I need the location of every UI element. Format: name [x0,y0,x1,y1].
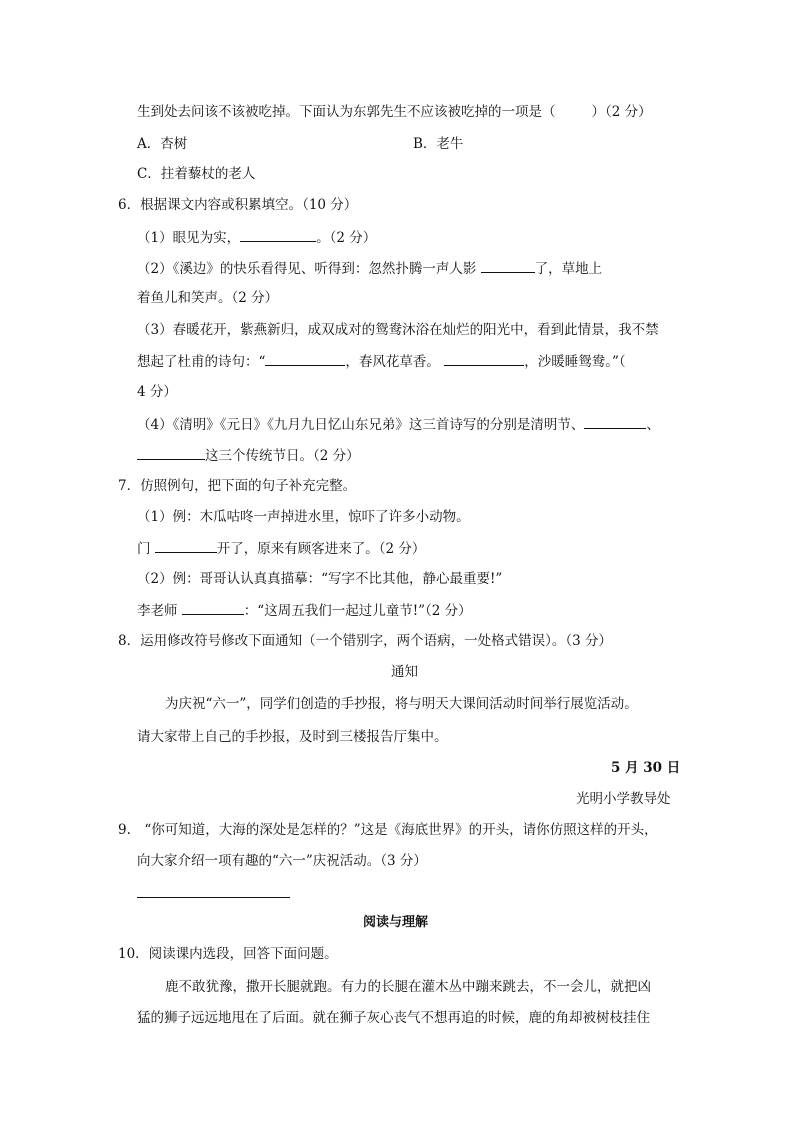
q10-title: 10．阅读课内选段，回答下面问题。 [118,946,338,962]
q9-line-2: 向大家介绍一项有趣的“六一”庆祝活动。（3 分） [137,853,427,869]
notice-body-line-1: 为庆祝“六一”，同学们创造的手抄报，将与明天大课间活动时间举行展览活动。 [165,696,638,712]
q5-stem-text: 生到处去问该不该被吃掉。下面认为东郭先生不应该被吃掉的一项是（ [137,104,556,120]
q7-answer-2-end: ：“这周五我们一起过儿童节!”（2 分） [243,603,472,619]
q6-item-2-blank[interactable] [481,259,535,273]
q7-example-2: （2）例：哥哥认认真真描摹：“写字不比其他，静心最重要!” [137,571,503,587]
q5-option-a[interactable]: A．杏树 [137,136,188,152]
q6-item-3-cont [137,352,626,371]
section-title: 阅读与理解 [363,915,429,930]
q6-item-3-lead: 想起了杜甫的诗句：“ [137,354,266,370]
q10-passage-line-1: 鹿不敢犹豫，撒开长腿就跑。有力的长腿在灌木丛中蹦来跳去，不一会儿，就把凶 [165,979,651,995]
q7-answer-1-lead: 门 [137,541,151,557]
q6-title: 6．根据课文内容或积累填空。（10 分） [118,197,358,213]
q6-item-1-blank[interactable] [240,228,316,242]
q10-passage-line-2: 猛的狮子远远地甩在了后面。就在狮子灰心丧气不想再追的时候，鹿的角却被树枝挂住 [137,1010,650,1026]
q7-answer-2 [137,601,472,620]
q6-item-2-text: （2）《溪边》的快乐看得见、听得到：忽然扑腾一声人影 [137,261,477,277]
q6-item-1-text: （1）眼见为实， [137,230,241,246]
q7-answer-2-lead: 李老师 [137,603,178,619]
q7-answer-1 [137,539,425,558]
q9-line-1: 9. “你可知道，大海的深处是怎样的？”这是《海底世界》的开头，请你仿照这样的开头， [118,822,658,838]
q6-item-2-text-end: 了，草地上 [534,261,603,277]
q5-stem-points: ）（2 分） [591,104,652,120]
q5-option-c[interactable]: C．拄着藜杖的老人 [137,166,256,182]
q6-item-1-points: 。（2 分） [316,230,377,246]
q7-answer-2-blank[interactable] [182,601,244,615]
notice-signer: 光明小学教导处 [576,791,671,807]
q6-item-4-text: （4）《清明》《元日》《九月九日忆山东兄弟》这三首诗写的分别是清明节、 [137,417,585,433]
q7-answer-1-blank[interactable] [155,539,217,553]
q8-title: 8．运用修改符号修改下面通知（一个错别字，两个语病，一处格式错误）。（3 分） [118,633,612,649]
q6-item-4 [137,415,660,434]
q6-item-4-blank-2[interactable] [137,446,205,460]
notice-title: 通知 [391,664,418,680]
q7-answer-1-end: 开了，原来有顾客进来了。（2 分） [216,541,426,557]
q5-option-b[interactable]: B．老牛 [413,136,464,152]
q6-item-3-blank-1[interactable] [265,352,345,366]
q6-item-3-end: ，沙暖睡鸳鸯。”（ [524,354,626,370]
q5-stem [137,103,652,121]
q6-item-3-blank-2[interactable] [444,352,524,366]
q6-item-4-cont [137,446,360,465]
q6-item-3-points: 4 分） [137,384,177,400]
q9-answer-line[interactable] [137,897,290,898]
q6-item-3: （3）春暖花开，紫燕新归，成双成对的鸳鸯沐浴在灿烂的阳光中，看到此情景，我不禁 [137,322,659,338]
q6-item-4-sep: 、 [646,417,660,433]
q6-item-1 [137,228,376,247]
q7-example-1: （1）例：木瓜咕咚一声掉进水里，惊吓了许多小动物。 [137,509,470,525]
q5-answer-paren-space[interactable] [556,103,592,116]
q6-item-4-end: 这三个传统节日。（2 分） [205,448,360,464]
q6-item-4-blank-1[interactable] [584,415,646,429]
q6-item-2 [137,259,602,278]
notice-body-line-2: 请大家带上自己的手抄报，及时到三楼报告厅集中。 [137,729,448,745]
q6-item-2-cont: 着鱼儿和笑声。（2 分） [137,290,279,306]
q7-title: 7．仿照例句，把下面的句子补充完整。 [118,478,357,494]
notice-date: 5 月 30 日 [611,760,681,776]
q6-item-3-mid: ，春风花草香。 [345,354,440,370]
